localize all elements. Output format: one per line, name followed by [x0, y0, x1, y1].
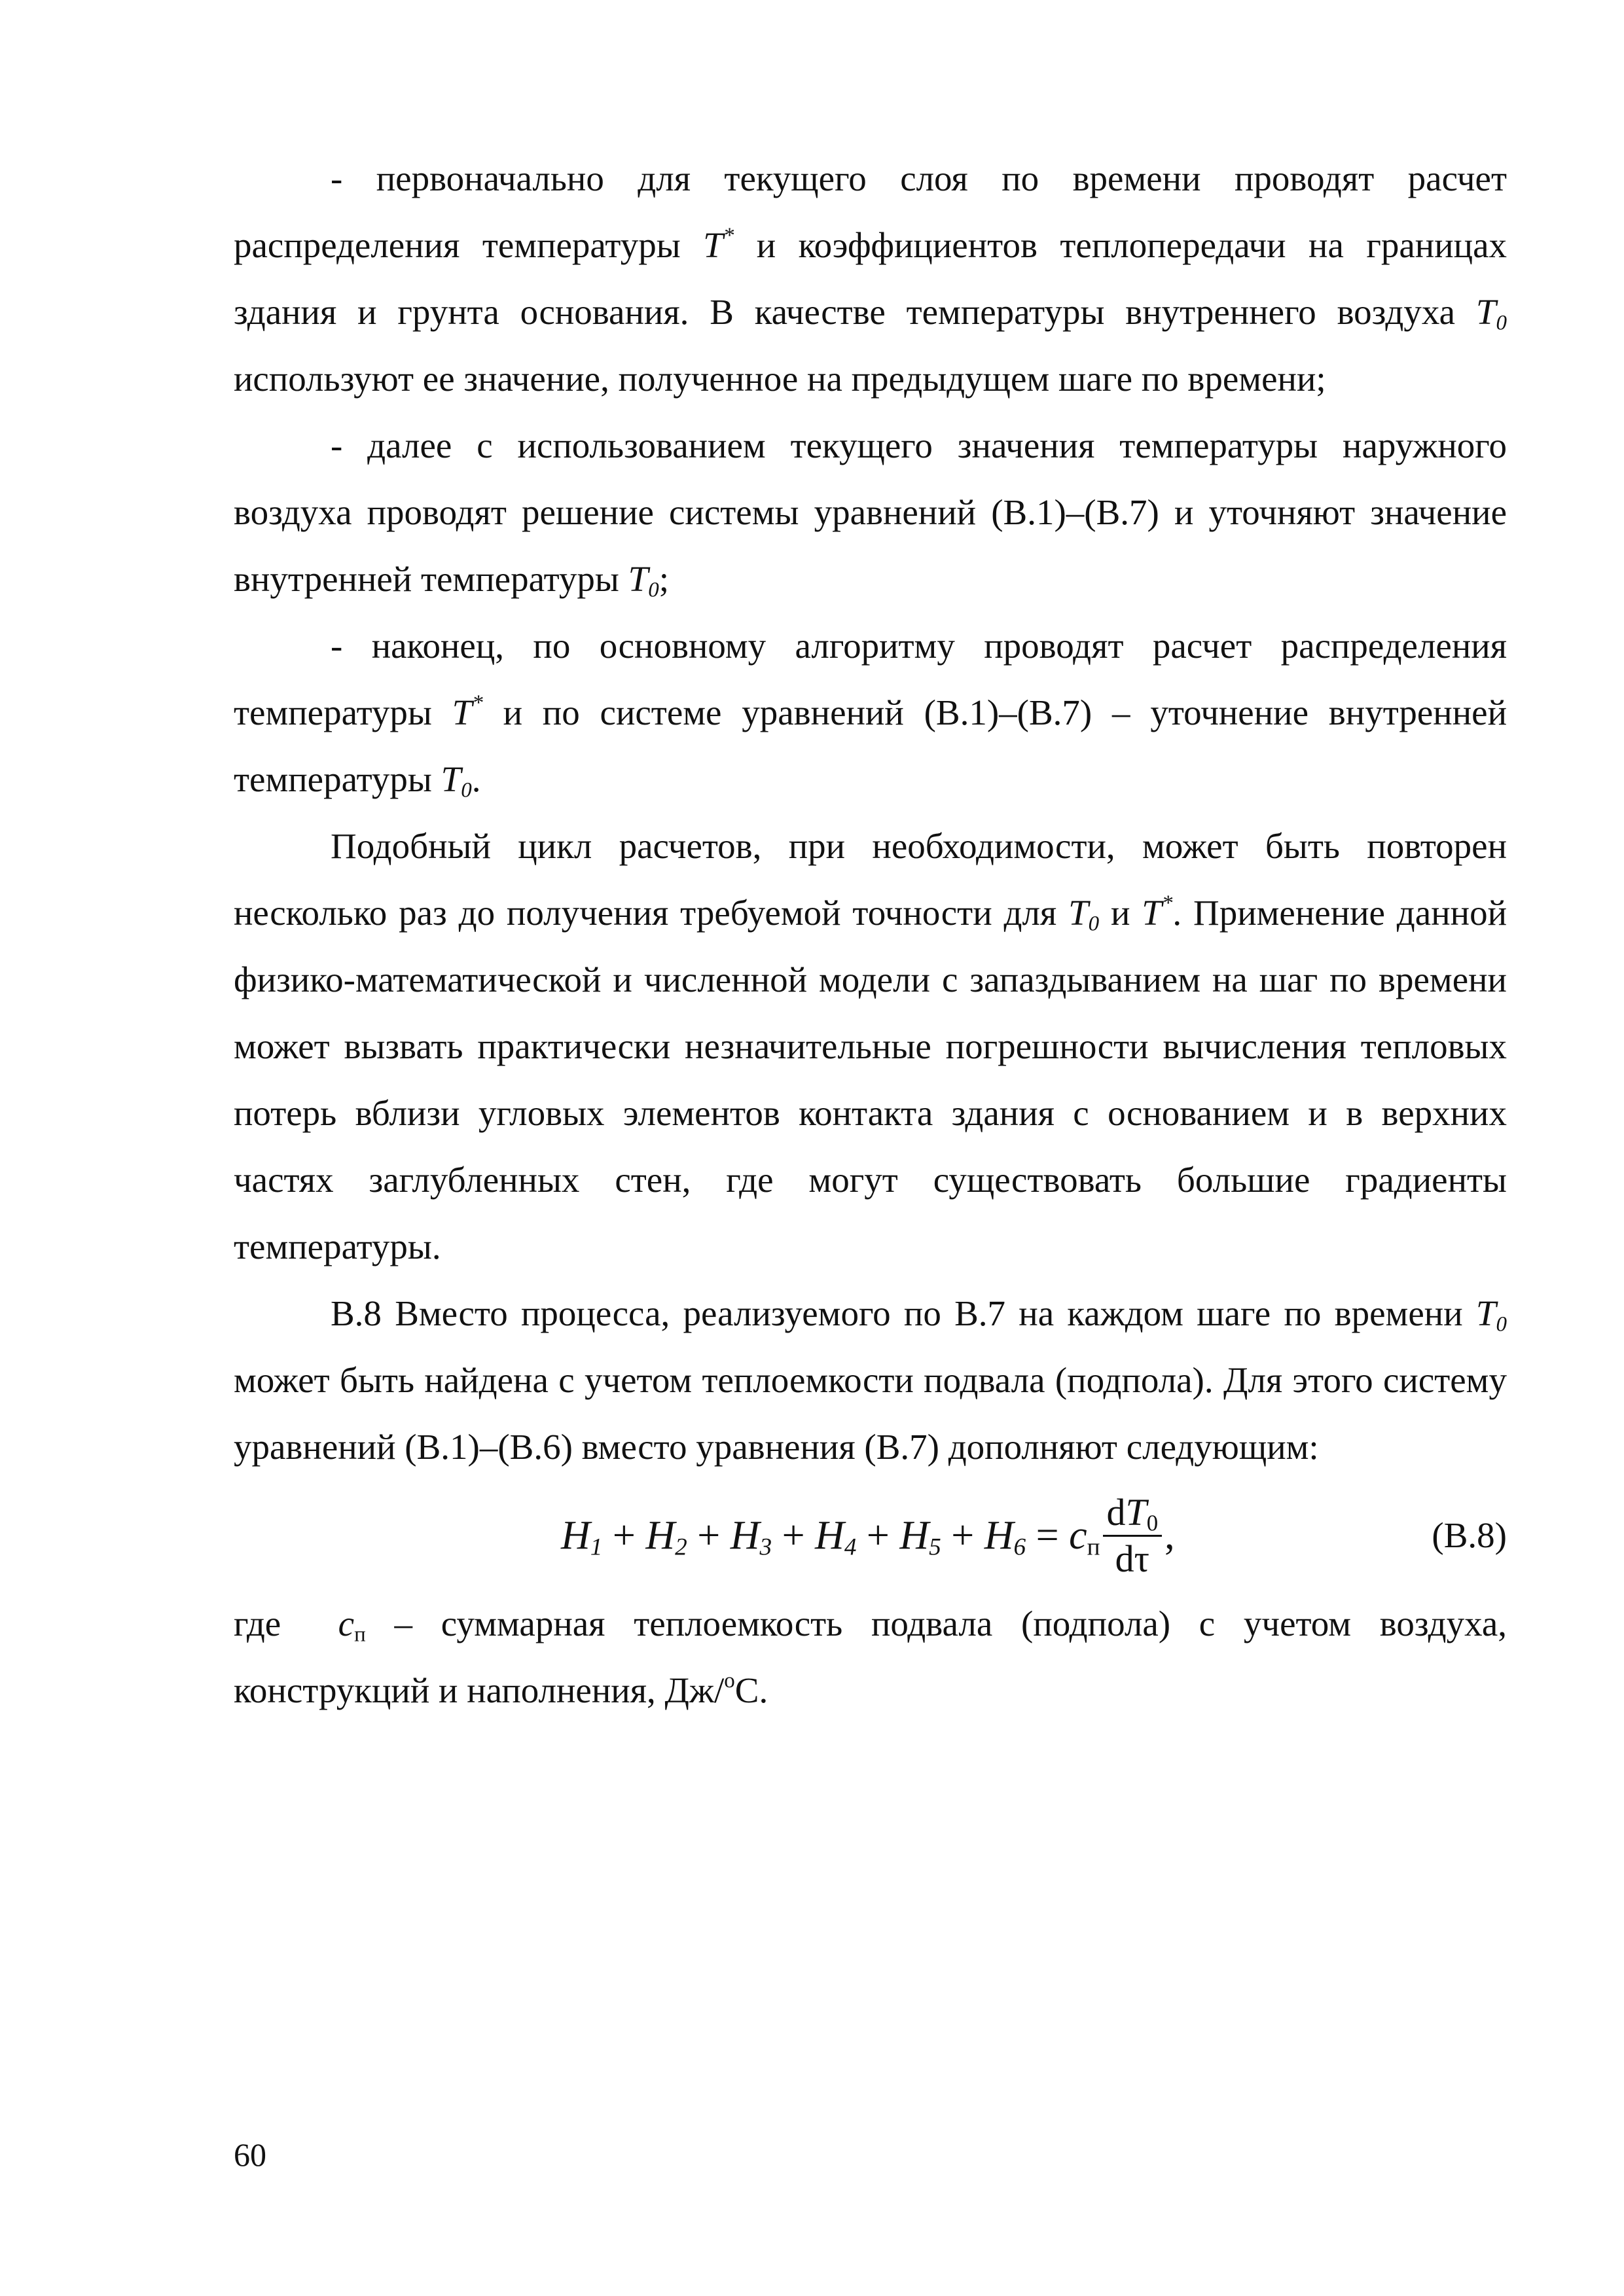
term-cp: $c_п$ — [1069, 1513, 1100, 1561]
symbol-t0: $T_0$ — [628, 559, 659, 602]
formula-expression: $H_1$ + $H_2$ + $H_3$ + $H_4$ + $H_5$ + $H_6$ = $c_п$ $\frac{dT_0}{d\tau}$ , — [561, 1490, 1175, 1580]
symbol-t-star: T* — [452, 691, 483, 732]
symbol-t0: $T_0$ — [1068, 893, 1100, 936]
term-h3: $H_3$ — [730, 1513, 772, 1561]
paragraph-3: - наконец, по основному алгоритму проводят расчет распределения температуры T* и по системе уравнений (В.1)–(В.7) – уточнение внутренней температуры $T_0$. — [234, 626, 1507, 802]
symbol-t-star: T* — [703, 223, 734, 265]
paragraph-6: где $c_п$ – суммарная теплоемкость подвала (подпола) с учетом воздуха, конструкций и наполнения, Дж/$^о$С. — [234, 1604, 1507, 1710]
equation-number: (В.8) — [1432, 1515, 1507, 1555]
paragraph-4: Подобный цикл расчетов, при необходимости, может быть повторен несколько раз до получения требуемой точности для $T_0$ и T*. Применение данной физико-математической и численной модели с запаздыванием на шаг по времени может вызвать практически незначительные погрешности вычисления тепловых потерь вблизи угловых элементов контакта здания с основанием и в верхних частях заглубленных стен, где могут существовать большие градиенты температуры. — [234, 826, 1507, 1266]
term-h5: $H_5$ — [899, 1513, 941, 1561]
paragraph-1: - первоначально для текущего слоя по времени проводят расчет распределения температуры T* и коэффициентов теплопередачи на границах здания и грунта основания. В качестве температуры внутреннего воздуха $T_0$ используют ее значение, полученное на предыдущем шаге по времени; — [234, 158, 1507, 399]
term-h1: $H_1$ — [561, 1513, 603, 1561]
symbol-t0: $T_0$ — [1475, 1293, 1507, 1336]
fraction-dt0-dtau: $\frac{dT_0}{d\tau}$ — [1103, 1492, 1163, 1580]
paragraph-5: В.8 Вместо процесса, реализуемого по В.7 на каждом шаге по времени $T_0$ может быть найдена с учетом теплоемкости подвала (подпола). Для этого систему уравнений (В.1)–(В.6) вместо уравнения (В.7) дополняют следующим: — [234, 1293, 1507, 1467]
page-number: 60 — [234, 2136, 266, 2173]
body-text — [234, 145, 1507, 1724]
symbol-cp: $c_п$ — [338, 1604, 366, 1647]
symbol-t0: $T_0$ — [441, 759, 472, 802]
term-h2: $H_2$ — [645, 1513, 687, 1561]
formula-b8 — [234, 1480, 1507, 1590]
term-h4: $H_4$ — [815, 1513, 857, 1561]
symbol-t-star: T* — [1142, 891, 1173, 933]
term-h6: $H_6$ — [984, 1513, 1026, 1561]
symbol-t0: $T_0$ — [1475, 292, 1507, 335]
paragraph-2: - далее с использованием текущего значения температуры наружного воздуха проводят решение системы уравнений (В.1)–(В.7) и уточняют значение внутренней температуры $T_0$; — [234, 425, 1507, 602]
